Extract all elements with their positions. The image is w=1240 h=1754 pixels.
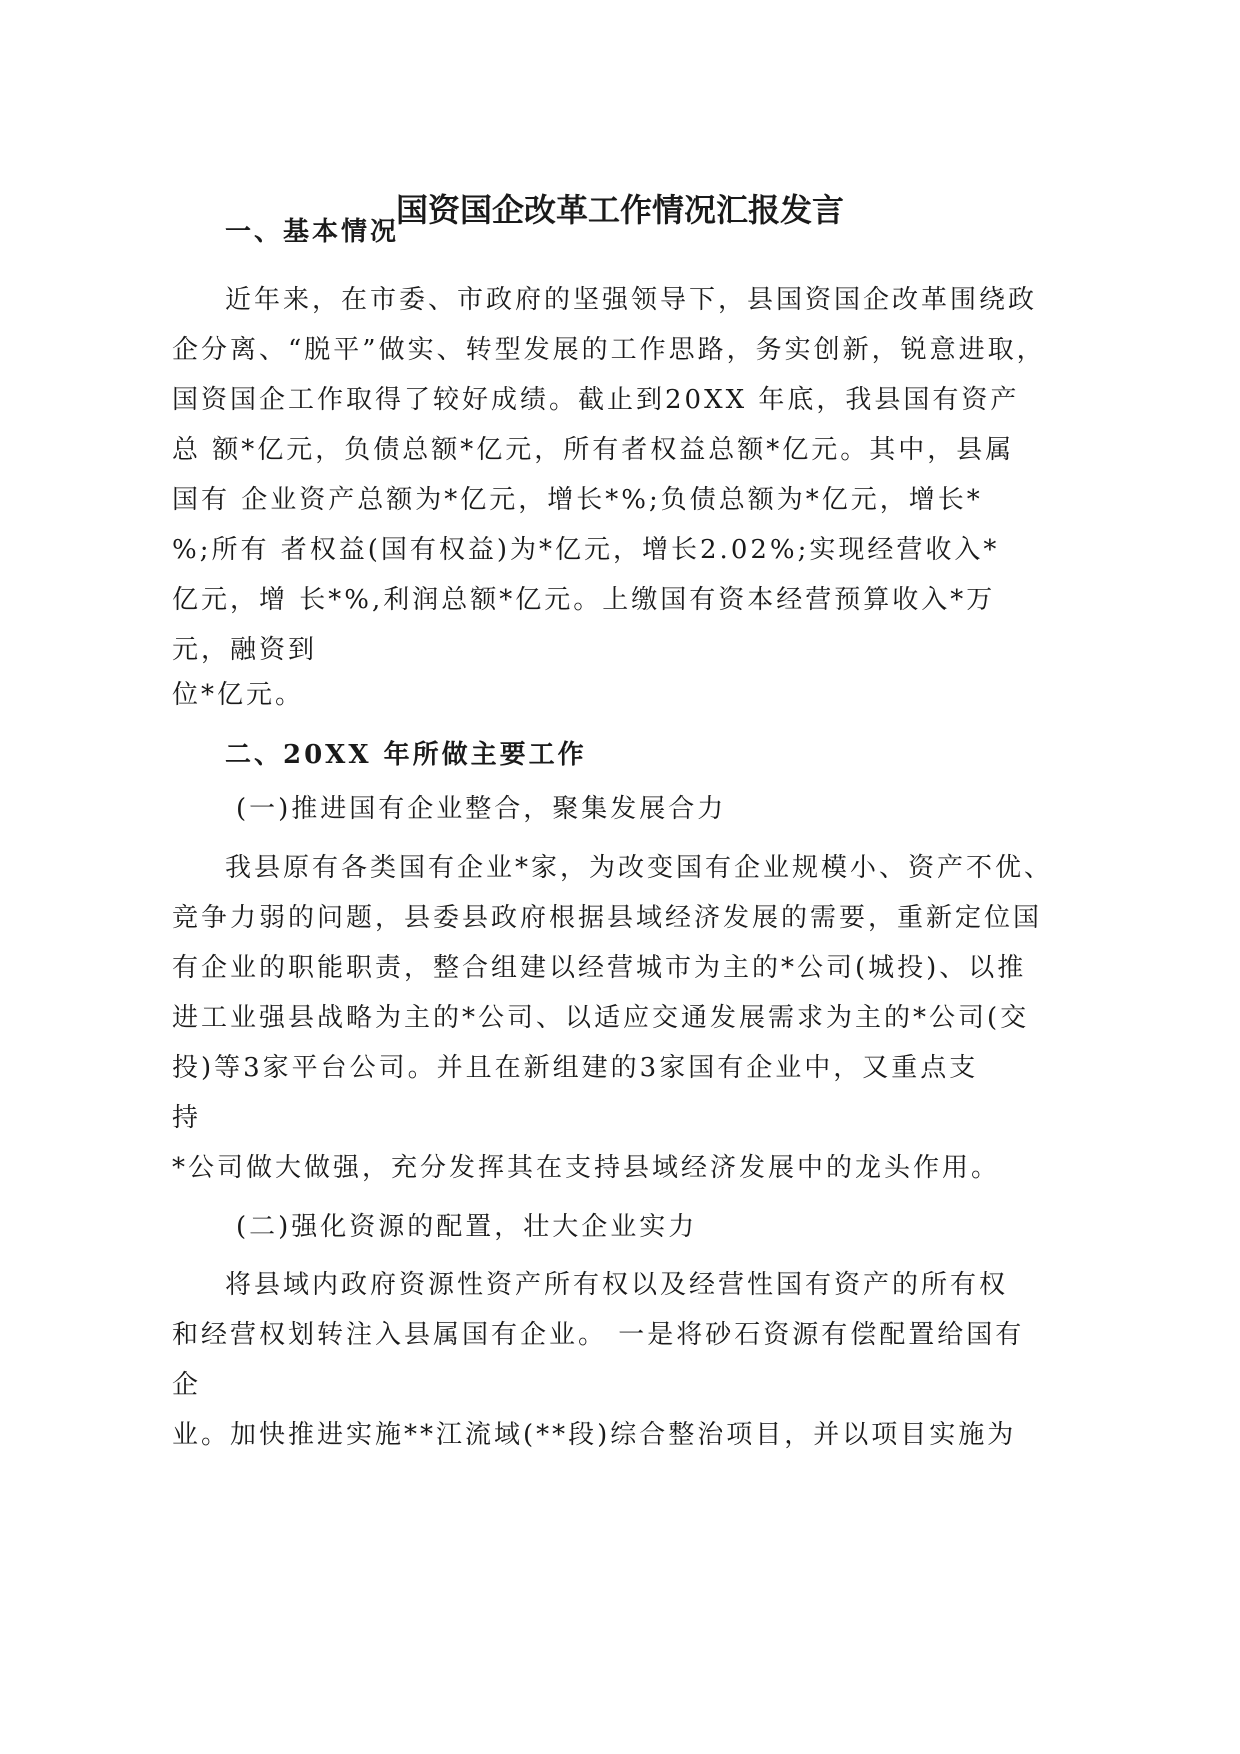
paragraph-line: 持 <box>172 1103 202 1133</box>
section-heading-main-work: 二、20XX 年所做主要工作 <box>225 740 587 770</box>
paragraph-line: *公司做大做强，充分发挥其在支持县域经济发展中的龙头作用。 <box>172 1153 1001 1183</box>
paragraph-line: 企分离、“脱平”做实、转型发展的工作思路，务实创新，锐意进取， <box>172 335 1046 365</box>
paragraph-line: 将县域内政府资源性资产所有权以及经营性国有资产的所有权 <box>225 1270 1009 1300</box>
paragraph-line: 总 额*亿元，负债总额*亿元，所有者权益总额*亿元。其中，县属 <box>172 435 1015 465</box>
paragraph-line: 元，融资到 <box>172 635 318 665</box>
subsection-heading-integration: (一)推进国有企业整合，聚集发展合力 <box>236 794 727 824</box>
paragraph-line: 和经营权划转注入县属国有企业。 一是将砂石资源有偿配置给国有 <box>172 1320 1025 1350</box>
subsection-heading-resources: (二)强化资源的配置，壮大企业实力 <box>236 1212 698 1242</box>
paragraph-line: 国资国企工作取得了较好成绩。截止到20XX 年底，我县国有资产 <box>172 385 1020 415</box>
paragraph-line: 竞争力弱的问题，县委县政府根据县域经济发展的需要，重新定位国 <box>172 903 1043 933</box>
paragraph-line: 位*亿元。 <box>172 680 305 710</box>
paragraph-line: 有企业的职能职责，整合组建以经营城市为主的*公司(城投)、以推 <box>172 953 1027 983</box>
document-title: 国资国企改革工作情况汇报发言 <box>395 191 844 229</box>
paragraph-line: %;所有 者权益(国有权益)为*亿元，增长2.02%;实现经营收入* <box>172 535 1000 565</box>
paragraph-line: 近年来，在市委、市政府的坚强领导下，县国资国企改革围绕政 <box>225 285 1038 315</box>
paragraph-line: 业。加快推进实施**江流域(**段)综合整治项目，并以项目实施为 <box>172 1420 1017 1450</box>
paragraph-line: 投)等3家平台公司。并且在新组建的3家国有企业中，又重点支 <box>172 1053 979 1083</box>
section-heading-basic-situation: 一、基本情况 <box>225 217 400 247</box>
paragraph-line: 进工业强县战略为主的*公司、以适应交通发展需求为主的*公司(交 <box>172 1003 1030 1033</box>
paragraph-line: 国有 企业资产总额为*亿元，增长*%;负债总额为*亿元，增长* <box>172 485 983 515</box>
paragraph-line: 企 <box>172 1370 202 1400</box>
paragraph-line: 亿元，增 长*%,利润总额*亿元。上缴国有资本经营预算收入*万 <box>172 585 996 615</box>
paragraph-line: 我县原有各类国有企业*家，为改变国有企业规模小、资产不优、 <box>225 853 1054 883</box>
